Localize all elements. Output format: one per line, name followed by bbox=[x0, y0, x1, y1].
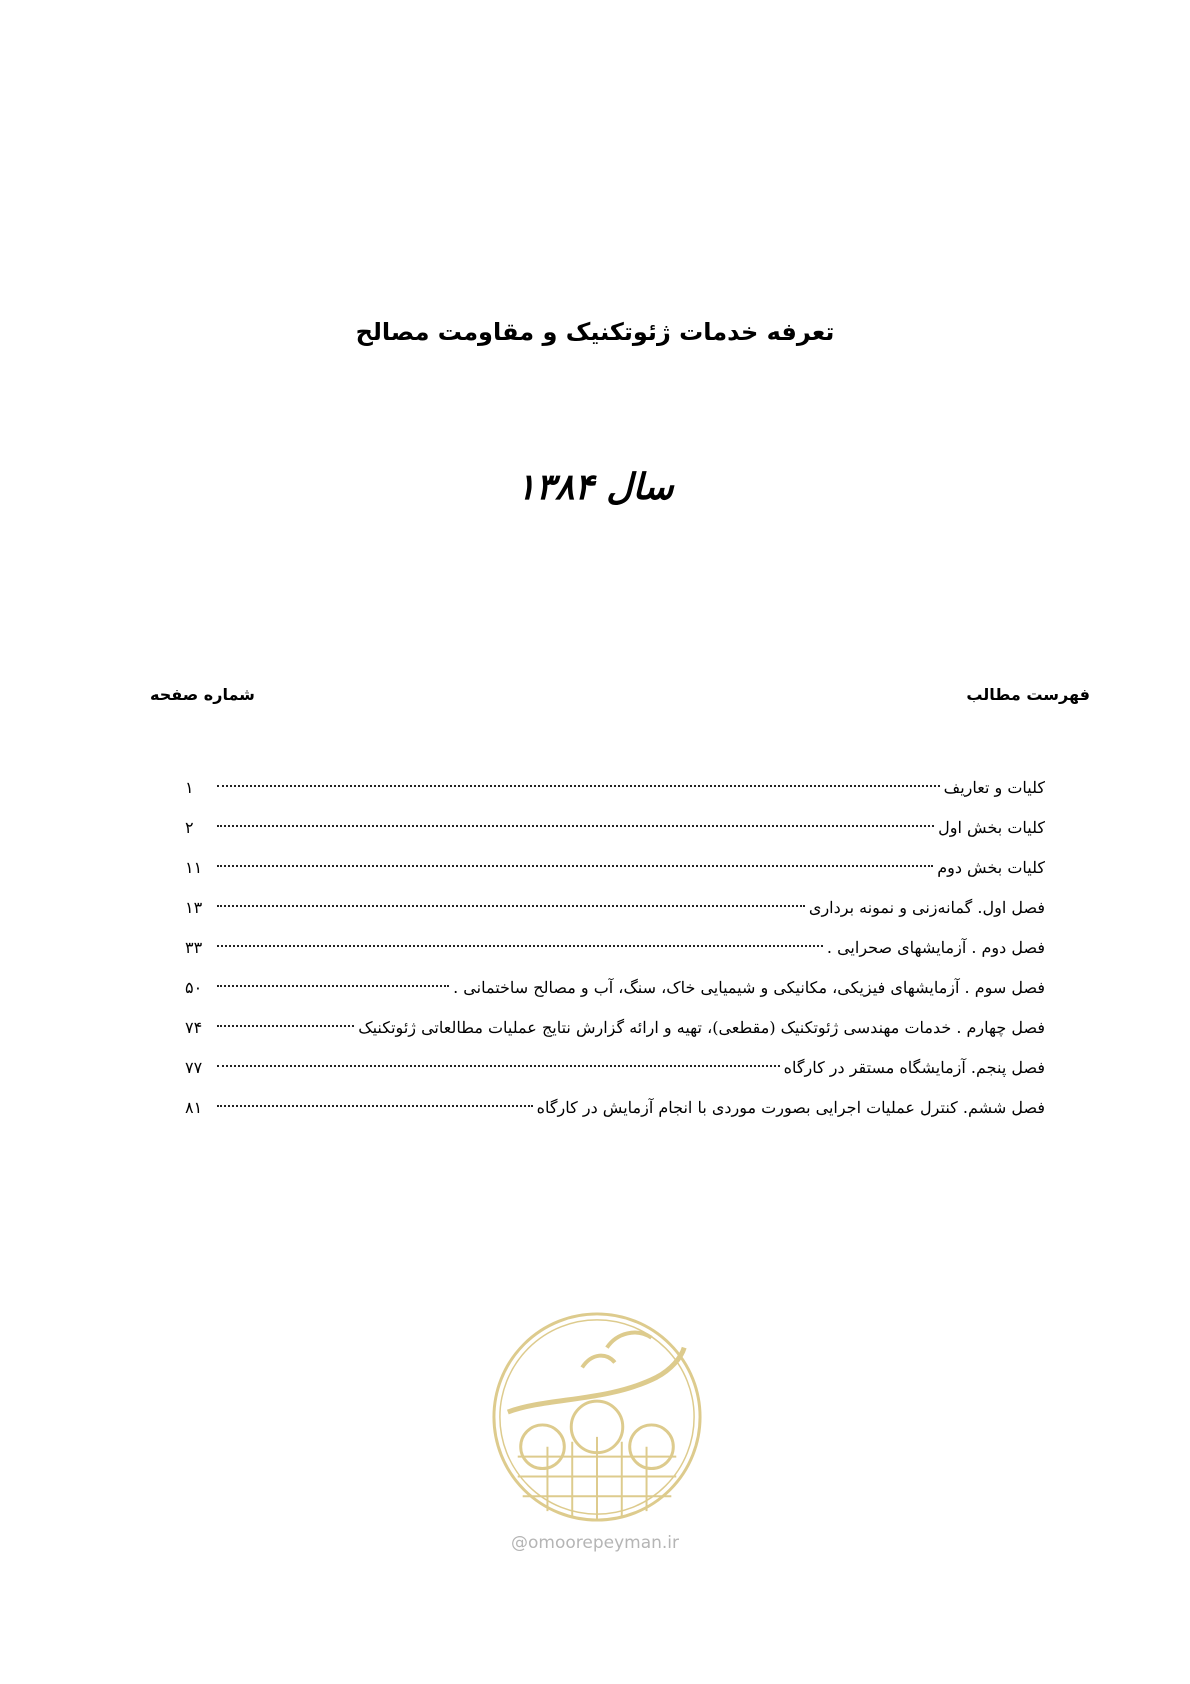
toc-item-label: فصل دوم . آزمایشهای صحرایی . bbox=[826, 938, 1045, 957]
toc-item bbox=[185, 888, 1045, 928]
toc-item-page: ۵۰ bbox=[185, 978, 203, 997]
toc-item-label: کلیات و تعاریف bbox=[943, 778, 1045, 797]
toc-item-page: ۸۱ bbox=[185, 1098, 203, 1117]
toc-item bbox=[185, 928, 1045, 968]
toc-item-label: فصل سوم . آزمایشهای فیزیکی، مکانیکی و شیمیایی خاک، سنگ، آب و مصالح ساختمانی . bbox=[453, 978, 1045, 997]
toc-item-label: کلیات بخش دوم bbox=[937, 858, 1045, 877]
toc-leader-dots bbox=[217, 865, 933, 867]
toc-heading: فهرست مطالب bbox=[966, 685, 1090, 704]
toc-item-page: ۱ bbox=[185, 778, 194, 797]
toc-leader-dots bbox=[217, 785, 940, 787]
toc-item-label: فصل چهارم . خدمات مهندسی ژئوتکنیک (مقطعی)، تهیه و ارائه گزارش نتایج عملیات مطالعاتی ژئوتکنیک bbox=[358, 1018, 1045, 1037]
toc-item-page: ۷۷ bbox=[185, 1058, 203, 1077]
toc-item bbox=[185, 1088, 1045, 1128]
table-of-contents bbox=[185, 768, 1045, 1128]
toc-item-label: فصل پنجم. آزمایشگاه مستقر در کارگاه bbox=[783, 1058, 1045, 1077]
toc-item-label: کلیات بخش اول bbox=[938, 818, 1045, 837]
watermark-url: @omoorepeyman.ir bbox=[510, 1533, 680, 1553]
toc-item-page: ۳۳ bbox=[185, 938, 203, 957]
toc-item-label: فصل ششم. کنترل عملیات اجرایی بصورت موردی با انجام آزمایش در کارگاه bbox=[536, 1098, 1045, 1117]
toc-item bbox=[185, 768, 1045, 808]
document-year: سال ۱۳۸۴ bbox=[516, 467, 674, 508]
watermark-seal-logo bbox=[488, 1308, 706, 1526]
toc-leader-dots bbox=[217, 1065, 780, 1067]
toc-leader-dots bbox=[217, 1025, 354, 1027]
toc-item-page: ۱۱ bbox=[185, 858, 203, 877]
toc-item bbox=[185, 1048, 1045, 1088]
page-number-heading: شماره صفحه bbox=[150, 685, 255, 704]
toc-item-page: ۲ bbox=[185, 818, 194, 837]
toc-item bbox=[185, 808, 1045, 848]
toc-item bbox=[185, 968, 1045, 1008]
toc-item-label: فصل اول. گمانه‌زنی و نمونه برداری bbox=[808, 898, 1045, 917]
toc-leader-dots bbox=[217, 825, 934, 827]
toc-leader-dots bbox=[217, 905, 805, 907]
toc-item bbox=[185, 1008, 1045, 1048]
toc-item bbox=[185, 848, 1045, 888]
toc-leader-dots bbox=[217, 945, 823, 947]
toc-item-page: ۷۴ bbox=[185, 1018, 203, 1037]
toc-item-page: ۱۳ bbox=[185, 898, 203, 917]
document-title: تعرفه خدمات ژئوتکنیک و مقاومت مصالح bbox=[355, 318, 835, 346]
toc-leader-dots bbox=[217, 985, 449, 987]
toc-leader-dots bbox=[217, 1105, 533, 1107]
